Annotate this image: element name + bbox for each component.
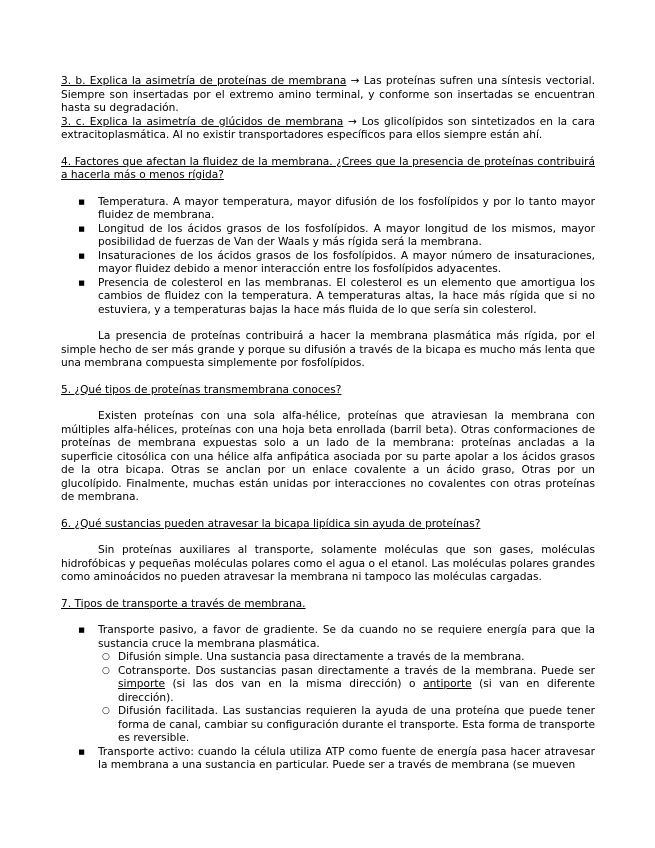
list-item bbox=[61, 223, 595, 250]
passive-sublist bbox=[98, 651, 595, 746]
cotransport-text-end: (si van en diferente dirección). bbox=[118, 678, 595, 704]
circle-bullet-icon: ○ bbox=[102, 665, 110, 676]
facilitated-diffusion-text: Difusión facilitada. Las sustancias requieren la ayuda de una proteína que puede tener forma de canal, cambiar su configuración durante el transporte. Esta forma de transporte es reversible. bbox=[118, 705, 595, 744]
q3b-paragraph bbox=[61, 75, 595, 116]
active-transport-text: Transporte activo: cuando la célula utiliza ATP como fuente de energía pasa hacer atravesar la membrana a una sustancia en particular. Puede ser a través de membrana (se mueven bbox=[98, 745, 595, 771]
q3b-question: 3. b. Explica la asimetría de proteínas de membrana bbox=[61, 75, 347, 87]
list-item bbox=[61, 250, 595, 277]
circle-bullet-icon: ○ bbox=[102, 706, 110, 716]
circle-bullet-icon: ○ bbox=[102, 652, 110, 662]
factor-text: Presencia de colesterol en las membranas. El colesterol es un elemento que amortigua los cambios de fluidez con la temperatura. A temperaturas altas, la hace más rígida que si no estuviera, y a temperaturas bajas la hace más fluida de lo que sería sin colesterol. bbox=[98, 276, 595, 316]
q7-question: 7. Tipos de transporte a través de membrana. bbox=[61, 597, 306, 610]
q7-transport-list bbox=[61, 624, 595, 773]
cotransport-text: Cotransporte. Dos sustancias pasan directamente a través de la membrana. Puede ser bbox=[118, 664, 595, 677]
q3c-question: 3. c. Explica la asimetría de glúcidos de membrana bbox=[61, 115, 344, 128]
q5-answer: Existen proteínas con una sola alfa-hélice, proteínas que atraviesan la membrana con múltiples alfa-hélices, proteínas con una hoja beta enrollada (barril beta). Otras conformaciones de proteínas de membrana expuestas solo a un lado de la membrana: proteínas ancladas a la superficie citosólica con una hélice alfa anfipática asociada por su parte apolar a los ácidos grasos de la otra bicapa. Otras se anclan por un enlace covalente a un ácido graso, Otras por un glucolípido. Finalmente, muchas están unidas por interacciones no covalentes con otras proteínas de membrana. bbox=[61, 410, 595, 503]
q5-question: 5. ¿Qué tipos de proteínas transmembrana conoces? bbox=[61, 383, 342, 396]
factor-text: Insaturaciones de los ácidos grasos de los fosfolípidos. A mayor número de insaturaciones, mayor fluidez debido a menor interacción entre los fosfolípidos adyacentes. bbox=[98, 249, 595, 275]
square-bullet-icon: ▪ bbox=[78, 195, 86, 208]
square-bullet-icon: ▪ bbox=[78, 745, 86, 758]
q4-question: 4. Factores que afectan la fluidez de la membrana. ¿Crees que la presencia de proteínas contribuirá a hacerla más o menos rígida? bbox=[61, 155, 595, 181]
passive-transport-text: Transporte pasivo, a favor de gradiente. Se da cuando no se requiere energía para que la sustancia cruce la membrana plasmática. bbox=[98, 624, 595, 650]
list-item bbox=[98, 651, 595, 665]
q6-answer: Sin proteínas auxiliares al transporte, solamente moléculas que son gases, moléculas hidrofóbicas y pequeñas moléculas polares como el agua o el etanol. Las moléculas polares grandes como aminoácidos no pueden atravesar la membrana ni tampoco las moléculas cargadas. bbox=[61, 544, 595, 583]
square-bullet-icon: ▪ bbox=[78, 276, 86, 289]
q3c-answer: Los glicolípidos son sintetizados en la cara extracitoplasmática. Al no existir transportadores específicos para ellos siempre están ahí. bbox=[61, 115, 595, 141]
list-item bbox=[61, 746, 595, 773]
list-item bbox=[61, 277, 595, 318]
q4-answer: La presencia de proteínas contribuirá a hacer la membrana plasmática más rígida, por el simple hecho de ser más grande y porque su difusión a través de la bicapa es mucho más lenta que una membrana compuesta simplemente por fosfolípidos. bbox=[61, 330, 595, 369]
list-item bbox=[98, 665, 595, 706]
factor-text: Longitud de los ácidos grasos de los fosfolípidos. A mayor longitud de los mismos, mayor posibilidad de fuerzas de Van der Waals y más rígida será la membrana. bbox=[98, 222, 595, 248]
q3c-arrow: → bbox=[343, 115, 362, 128]
q3c-paragraph bbox=[61, 116, 595, 143]
square-bullet-icon: ▪ bbox=[78, 249, 86, 262]
square-bullet-icon: ▪ bbox=[78, 624, 86, 636]
q4-factor-list bbox=[61, 196, 595, 318]
list-item bbox=[61, 624, 595, 746]
q6-question: 6. ¿Qué sustancias pueden atravesar la bicapa lipídica sin ayuda de proteínas? bbox=[61, 517, 481, 530]
q3b-arrow: → bbox=[346, 75, 364, 87]
simporte-term: simporte bbox=[118, 678, 166, 690]
list-item bbox=[61, 196, 595, 223]
q3b-answer: Las proteínas sufren una síntesis vectorial. Siempre son insertadas por el extremo amino terminal, y conforme son insertadas se encuentran hasta su degradación. bbox=[61, 75, 595, 114]
list-item bbox=[98, 705, 595, 746]
cotransport-text-mid: (si las dos van en la misma dirección) o bbox=[165, 678, 424, 690]
document-page bbox=[61, 75, 595, 773]
square-bullet-icon: ▪ bbox=[78, 222, 86, 235]
simple-diffusion-text: Difusión simple. Una sustancia pasa directamente a través de la membrana. bbox=[118, 651, 525, 663]
factor-text: Temperatura. A mayor temperatura, mayor difusión de los fosfolípidos y por lo tanto mayor fluidez de membrana. bbox=[98, 195, 595, 221]
antiporte-term: antiporte bbox=[423, 678, 472, 690]
